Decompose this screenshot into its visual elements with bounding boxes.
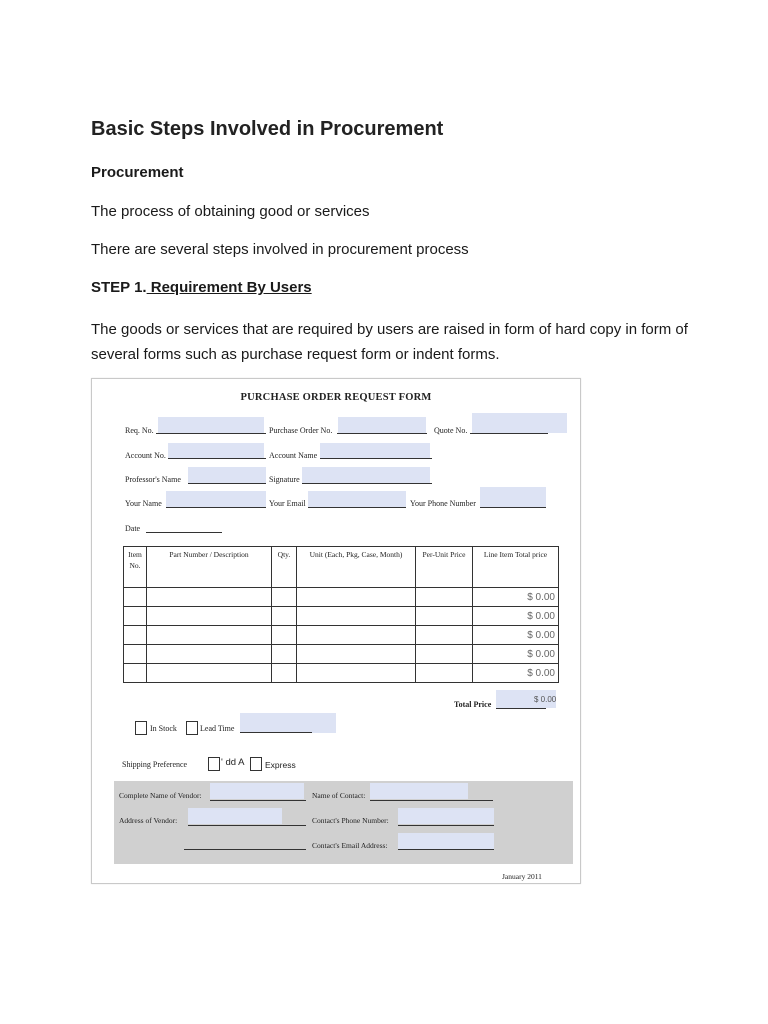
professors-name-field[interactable] <box>188 467 266 483</box>
lead-time-checkbox[interactable] <box>186 721 198 735</box>
purchase-order-no-label: Purchase Order No. <box>269 426 333 435</box>
signature-field[interactable] <box>302 467 430 483</box>
line-items-table <box>123 546 559 683</box>
purchase-order-no-field[interactable] <box>338 417 426 434</box>
lead-time-label: Lead Time <box>200 724 235 733</box>
step-body-paragraph: The goods or services that are required by users are raised in form of hard copy in form of several forms such as purchase request form or indent forms. <box>91 321 688 363</box>
step-title: Requirement By Users <box>146 279 312 296</box>
col-item: Item No. <box>124 547 147 588</box>
col-per-unit-price: Per-Unit Price <box>416 547 473 588</box>
your-name-label: Your Name <box>125 499 162 508</box>
col-qty: Qty. <box>272 547 297 588</box>
col-unit: Unit (Each, Pkg, Case, Month) <box>297 547 416 588</box>
professors-name-label: Professor's Name <box>125 475 181 484</box>
express-checkbox[interactable] <box>250 757 262 771</box>
contact-phone-field[interactable] <box>398 808 494 824</box>
quote-no-label: Quote No. <box>434 426 468 435</box>
contact-email-label: Contact's Email Address: <box>312 841 388 850</box>
step-heading <box>91 279 312 296</box>
req-no-field[interactable] <box>158 417 264 434</box>
table-row <box>124 626 559 645</box>
vendor-name-label: Complete Name of Vendor: <box>119 791 202 800</box>
shipping-option-label: ' dd A <box>221 757 245 768</box>
row-total: $ 0.00 <box>473 626 559 645</box>
form-title: PURCHASE ORDER REQUEST FORM <box>240 392 432 403</box>
vendor-address-label: Address of Vendor: <box>119 816 178 825</box>
your-email-label: Your Email <box>269 499 306 508</box>
col-part: Part Number / Description <box>147 547 272 588</box>
account-no-field[interactable] <box>168 443 264 459</box>
account-name-label: Account Name <box>269 451 318 460</box>
contact-name-label: Name of Contact: <box>312 791 366 800</box>
your-email-field[interactable] <box>308 491 406 507</box>
total-price-label: Total Price <box>454 700 492 709</box>
shipping-standard-checkbox[interactable] <box>208 757 220 771</box>
form-revision-date: January 2011 <box>502 872 542 881</box>
your-name-field[interactable] <box>166 491 266 507</box>
shipping-preference-label: Shipping Preference <box>122 760 188 769</box>
your-phone-label: Your Phone Number <box>410 499 476 508</box>
document-title: Basic Steps Involved in Procurement <box>91 118 444 140</box>
section-heading: Procurement <box>91 164 184 181</box>
signature-label: Signature <box>269 475 300 484</box>
table-row <box>124 645 559 664</box>
your-phone-field[interactable] <box>480 487 546 507</box>
account-name-field[interactable] <box>320 443 430 459</box>
table-row <box>124 607 559 626</box>
row-total: $ 0.00 <box>473 645 559 664</box>
lead-time-field[interactable] <box>240 713 336 733</box>
contact-phone-label: Contact's Phone Number: <box>312 816 389 825</box>
total-price-value: $ 0.00 <box>534 695 557 704</box>
row-total: $ 0.00 <box>473 588 559 607</box>
contact-email-field[interactable] <box>398 833 494 849</box>
contact-name-field[interactable] <box>370 783 468 799</box>
vendor-address-field[interactable] <box>188 808 282 824</box>
in-stock-checkbox[interactable] <box>135 721 147 735</box>
row-total: $ 0.00 <box>473 664 559 683</box>
in-stock-label: In Stock <box>150 724 177 733</box>
req-no-label: Req. No. <box>125 426 154 435</box>
account-no-label: Account No. <box>125 451 166 460</box>
definition-paragraph: The process of obtaining good or services <box>91 203 370 220</box>
row-total: $ 0.00 <box>473 607 559 626</box>
vendor-name-field[interactable] <box>210 783 304 799</box>
table-row <box>124 664 559 683</box>
col-line-total: Line Item Total price <box>473 547 559 588</box>
purchase-order-form-image <box>91 378 581 884</box>
intro-paragraph: There are several steps involved in procurement process <box>91 241 469 258</box>
quote-no-field[interactable] <box>472 413 567 433</box>
table-row <box>124 588 559 607</box>
express-label: Express <box>265 760 296 770</box>
date-label: Date <box>125 524 141 533</box>
step-number: STEP 1. <box>91 279 147 296</box>
